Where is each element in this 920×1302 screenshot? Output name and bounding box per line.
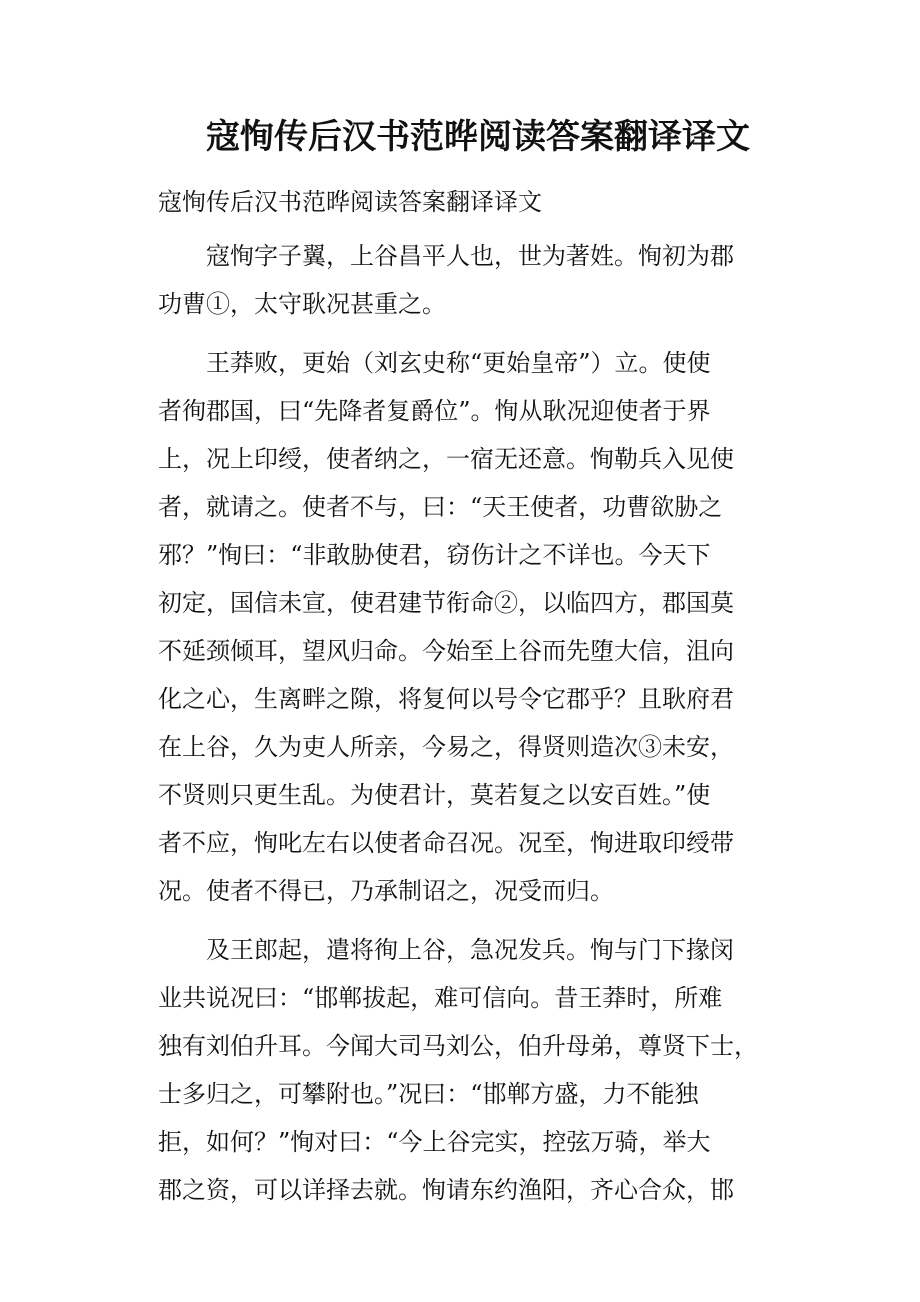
paragraph-2: 王莽败，更始（刘玄史称“更始皇帝”）立。使使 者徇郡国，曰“先降者复爵位”。恂从耿况迎使者于界 上，况上印绶，使者纳之，一宿无还意。恂勒兵入见使 者，就请之。使者不与，曰：“天王使者，功曹欲胁之 邪？”恂曰：“非敢胁使君，窃伤计之不详也。今天下 初定，国信未宣，使君建节衔命②，以临四方，郡国莫 不延颈倾耳，望风归命。今始至上谷而先堕大信，沮向 化之心，生离畔之隙，将复何以号令它郡乎？且耿府君 在上谷，久为吏人所亲，今易之，得贤则造次③未安， 不贤则只更生乱。为使君计，莫若复之以安百姓。”使 者不应，恂叱左右以使者命召况。况至，恂进取印绶带 况。使者不得已，乃承制诏之，况受而归。 — [158, 349, 734, 905]
paragraph-3: 及王郎起，遣将徇上谷，急况发兵。恂与门下掾闵 业共说况曰：“邯郸拔起，难可信向。昔王莽时，所难 独有刘伯升耳。今闻大司马刘公，伯升母弟，尊贤下士， 士多归之，可攀附也。”况曰：“邯郸方盛，力不能独 拒，如何？”恂对曰：“今上谷完实，控弦万骑，举大 郡之资，可以详择去就。恂请东约渔阳，齐心合众，邯 — [158, 936, 758, 1204]
document-body — [158, 232, 758, 1225]
paragraph-1: 寇恂字子翼，上谷昌平人也，世为著姓。恂初为郡 功曹①，太守耿况甚重之。 — [158, 242, 734, 318]
document-title: 寇恂传后汉书范晔阅读答案翻译译文 — [206, 117, 750, 157]
document-subtitle: 寇恂传后汉书范晔阅读答案翻译译文 — [158, 188, 542, 216]
